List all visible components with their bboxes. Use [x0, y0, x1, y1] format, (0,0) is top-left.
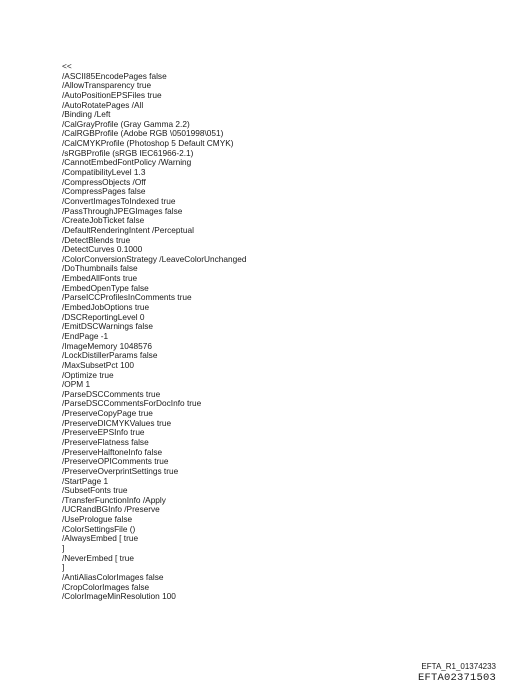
code-line: /Binding /Left [62, 109, 111, 120]
code-line: /PreserveEPSInfo true [62, 427, 145, 438]
code-line: /AlwaysEmbed [ true [62, 533, 139, 544]
code-line: /DetectCurves 0.1000 [62, 244, 143, 255]
code-line: ] [62, 543, 65, 554]
code-line: /EndPage -1 [62, 330, 109, 341]
code-line: /Optimize true [62, 369, 114, 380]
code-line: /CompatibilityLevel 1.3 [62, 167, 146, 178]
code-line: /CalCMYKProfile (Photoshop 5 Default CMYK) [62, 138, 234, 149]
code-line: /CropColorImages false [62, 581, 150, 592]
code-line: /PreserveCopyPage true [62, 408, 153, 419]
code-line: /EmbedOpenType false [62, 282, 149, 293]
code-line: /sRGBProfile (sRGB IEC61966-2.1) [62, 147, 194, 158]
code-line: /EmbedJobOptions true [62, 302, 150, 313]
code-line: /ASCII85EncodePages false [62, 70, 167, 81]
code-line: /CalRGBProfile (Adobe RGB \0501998\051) [62, 128, 224, 139]
code-line: /ColorConversionStrategy /LeaveColorUnchanged [62, 253, 247, 264]
code-line: /DSCReportingLevel 0 [62, 311, 145, 322]
code-line: /CompressObjects /Off [62, 176, 146, 187]
code-line: /DetectBlends true [62, 234, 131, 245]
code-line: /EmbedAllFonts true [62, 273, 138, 284]
code-line: /ImageMemory 1048576 [62, 340, 152, 351]
code-line: /TransferFunctionInfo /Apply [62, 494, 166, 505]
code-line: /CannotEmbedFontPolicy /Warning [62, 157, 192, 168]
code-line: /PreserveHalftoneInfo false [62, 446, 163, 457]
code-line: /AllowTransparency true [62, 80, 152, 91]
code-line: /ParseICCProfilesInComments true [62, 292, 192, 303]
code-line: /ConvertImagesToIndexed true [62, 195, 176, 206]
code-line: /PassThroughJPEGImages false [62, 205, 183, 216]
code-line: /DoThumbnails false [62, 263, 138, 274]
code-line: /UCRandBGInfo /Preserve [62, 504, 160, 515]
code-line: /PreserveFlatness false [62, 436, 149, 447]
footer-efta-id: EFTA02371503 [417, 672, 496, 684]
code-line: /AntiAliasColorImages false [62, 571, 164, 582]
distiller-settings-listing [62, 62, 246, 602]
code-line: /CompressPages false [62, 186, 146, 197]
code-line: /LockDistillerParams false [62, 350, 158, 361]
code-line: /CreateJobTicket false [62, 215, 145, 226]
code-line: /NeverEmbed [ true [62, 552, 134, 563]
code-line: /CalGrayProfile (Gray Gamma 2.2) [62, 118, 190, 129]
code-line: /ColorSettingsFile () [62, 523, 136, 534]
code-line: /PreserveOverprintSettings true [62, 465, 179, 476]
code-line: /PreserveOPIComments true [62, 456, 169, 467]
code-line: /DefaultRenderingIntent /Perceptual [62, 224, 194, 235]
code-line: /MaxSubsetPct 100 [62, 359, 134, 370]
code-line: /PreserveDICMYKValues true [62, 417, 172, 428]
code-line: /ParseDSCComments true [62, 388, 161, 399]
code-line: << [62, 61, 72, 71]
code-line: ] [62, 562, 65, 573]
code-line: /UsePrologue false [62, 514, 133, 525]
code-line: /ParseDSCCommentsForDocInfo true [62, 398, 202, 409]
code-line: /SubsetFonts true [62, 485, 128, 496]
code-line: /AutoPositionEPSFiles true [62, 89, 162, 100]
footer-reference-number: EFTA_R1_01374233 [421, 662, 496, 671]
code-line: /ColorImageMinResolution 100 [62, 591, 176, 602]
code-line: /AutoRotatePages /All [62, 99, 144, 110]
code-line: /EmitDSCWarnings false [62, 321, 153, 332]
code-line: /StartPage 1 [62, 475, 109, 486]
code-line: /OPM 1 [62, 379, 91, 390]
